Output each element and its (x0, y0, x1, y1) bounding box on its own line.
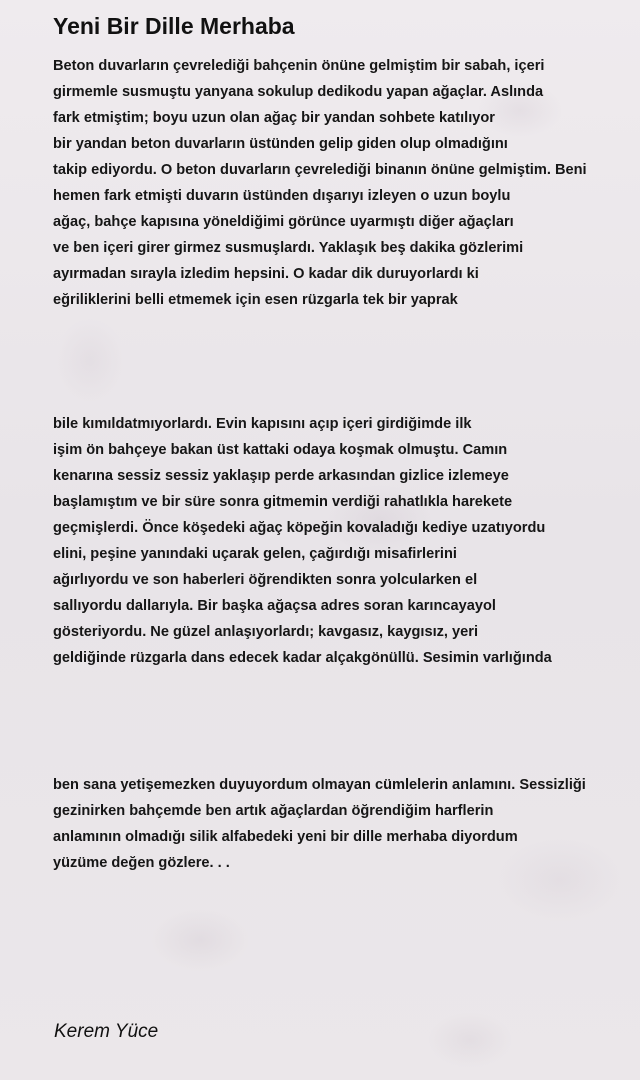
poem-line: ben sana yetişemezken duyuyordum olmayan cümlelerin anlamını. Sessizliği (53, 777, 586, 793)
poem-author: Kerem Yüce (54, 1021, 159, 1042)
poem-line: kenarına sessiz sessiz yaklaşıp perde arkasından gizlice izlemeye (53, 468, 509, 484)
poem-line: eğriliklerini belli etmemek için esen rüzgarla tek bir yaprak (53, 292, 458, 308)
poem-line: yüzüme değen gözlere. . . (53, 855, 230, 871)
poem-line: geldiğinde rüzgarla dans edecek kadar alçakgönüllü. Sesimin varlığında (53, 650, 552, 666)
poem-stanza-2 (53, 411, 640, 671)
poem-line: elini, peşine yanındaki uçarak gelen, çağırdığı misafirlerini (53, 546, 457, 562)
poem-line: gezinirken bahçemde ben artık ağaçlardan öğrendiğim harflerin (53, 803, 494, 819)
poem-line: fark etmiştim; boyu uzun olan ağaç bir yandan sohbete katılıyor (53, 110, 495, 126)
poem-title: Yeni Bir Dille Merhaba (53, 13, 295, 39)
poem-line: bile kımıldatmıyorlardı. Evin kapısını açıp içeri girdiğimde ilk (53, 416, 472, 432)
poem-line: ağaç, bahçe kapısına yöneldiğimi görünce uyarmıştı diğer ağaçları (53, 214, 514, 230)
poem-line: geçmişlerdi. Önce köşedeki ağaç köpeğin kovaladığı kediye uzatıyordu (53, 520, 546, 536)
poem-line: sallıyordu dallarıyla. Bir başka ağaçsa adres soran karıncayayol (53, 598, 496, 614)
poem-stanza-3 (53, 772, 640, 876)
poem-line: gösteriyordu. Ne güzel anlaşıyorlardı; kavgasız, kaygısız, yeri (53, 624, 479, 640)
poem-line: ağırlıyordu ve son haberleri öğrendikten sonra yolcularken el (53, 572, 478, 588)
poem-line: başlamıştım ve bir süre sonra gitmemin verdiği rahatlıkla harekete (53, 494, 513, 510)
poem-line: hemen fark etmişti duvarın üstünden dışarıyı izleyen o uzun boylu (53, 188, 511, 204)
poem-line: bir yandan beton duvarların üstünden gelip giden olup olmadığını (53, 136, 508, 152)
poem-line: girmemle susmuştu yanyana sokulup dedikodu yapan ağaçlar. Aslında (53, 84, 544, 100)
poem-line: Beton duvarların çevrelediği bahçenin önüne gelmiştim bir sabah, içeri (53, 58, 545, 74)
poem-line: işim ön bahçeye bakan üst kattaki odaya koşmak olmuştu. Camın (53, 442, 508, 458)
poem-line: ve ben içeri girer girmez susmuşlardı. Yaklaşık beş dakika gözlerimi (53, 240, 524, 256)
poem-line: ayırmadan sırayla izledim hepsini. O kadar dik duruyorlardı ki (53, 266, 479, 282)
poem-line: takip ediyordu. O beton duvarların çevrelediği binanın önüne gelmiştim. Beni (53, 162, 587, 178)
poem-line: anlamının olmadığı silik alfabedeki yeni bir dille merhaba diyordum (53, 829, 518, 845)
poem-stanza-1 (53, 53, 640, 313)
